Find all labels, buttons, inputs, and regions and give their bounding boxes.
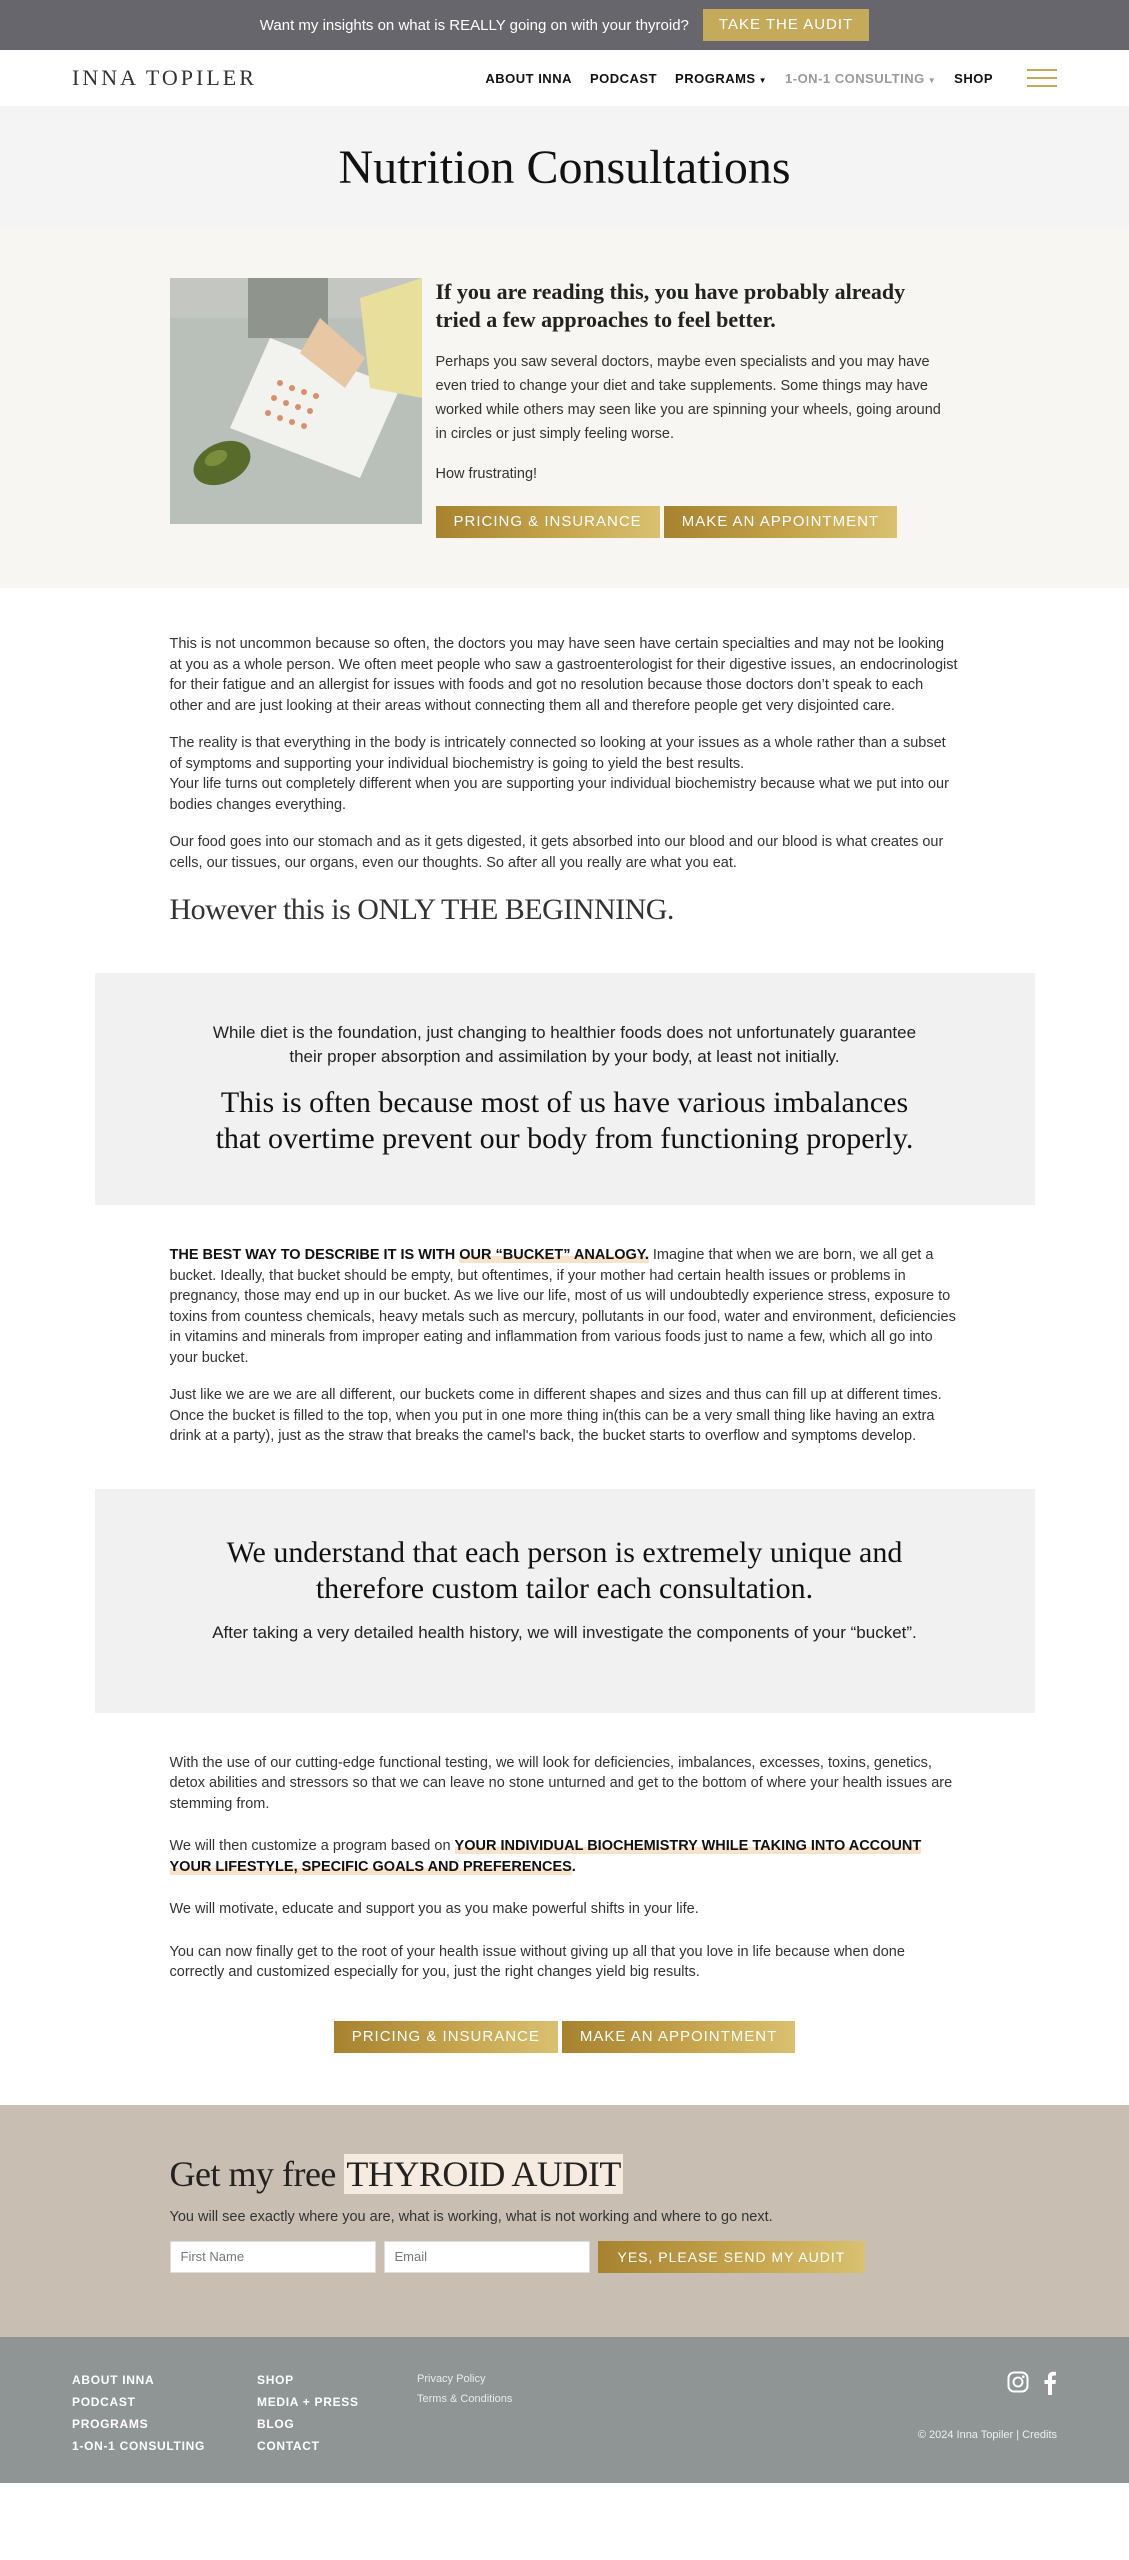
footer-contact[interactable]: CONTACT [257,2438,320,2453]
callout-heading: We understand that each person is extremely unique and therefore custom tailor each consultation. [226,1535,903,1605]
nav-programs[interactable] [675,71,767,86]
footer-media-press[interactable]: MEDIA + PRESS [257,2394,359,2409]
take-audit-button[interactable]: TAKE THE AUDIT [703,9,869,41]
paragraph: You can now finally get to the root of your health issue without giving up all that you love in life because when done correctly and customized especially for you, just the right changes yield big results. [169,1943,905,1980]
bucket-lead: THE BEST WAY TO DESCRIBE IT IS WITH [169,1247,460,1263]
instagram-icon[interactable] [1007,2371,1029,2400]
consultation-photo [170,278,422,524]
footer-programs[interactable]: PROGRAMS [72,2416,149,2431]
imbalance-callout [95,973,1035,1205]
footer-blog[interactable]: BLOG [257,2416,295,2431]
nav-consulting-label: 1-ON-1 CONSULTING [785,70,925,86]
social-links [1007,2371,1057,2400]
paragraph: Our food goes into our stomach and as it gets digested, it gets absorbed into our blood and our blood is what creates our cells, our tissues, our organs, even our thoughts. So after all you really are what you eat. [169,834,944,871]
callout-text: After taking a very detailed health history, we will investigate the components of your “bucket”. [212,1622,917,1642]
paragraph-line: Your life turns out completely different when you are supporting your individual biochemistry because what we put into our bodies changes everything. [169,776,949,813]
footer-podcast[interactable]: PODCAST [72,2394,136,2409]
privacy-policy-link[interactable]: Privacy Policy [417,2372,486,2385]
footer-consulting[interactable]: 1-ON-1 CONSULTING [72,2438,206,2453]
page-title-band [0,106,1129,228]
site-logo[interactable]: INNA TOPILER [72,65,257,90]
program-highlight: YOUR INDIVIDUAL BIOCHEMISTRY WHILE TAKING INTO ACCOUNT YOUR LIFESTYLE, SPECIFIC GOALS AND PREFERENCES [169,1838,922,1875]
pricing-insurance-button[interactable]: PRICING & INSURANCE [436,506,660,538]
audit-title [170,2153,960,2195]
bucket-analogy-section [170,1245,960,1447]
copyright: © 2024 Inna Topiler | Credits [917,2428,1057,2441]
callout-heading: This is often because most of us have various imbalances that overtime prevent our body from functioning properly. [215,1086,914,1155]
paragraph [170,733,960,815]
nav-shop[interactable]: SHOP [954,70,993,86]
banner-text: Want my insights on what is REALLY going on with your thyroid? [259,16,689,34]
paragraph [170,1245,960,1368]
terms-link[interactable]: Terms & Conditions [417,2392,513,2405]
audit-title-highlight: THYROID AUDIT [346,2153,621,2194]
callout-text: While diet is the foundation, just changing to healthier foods does not unfortunately guarantee their proper absorption and assimilation by your body, at least not initially. [212,1023,917,1066]
bucket-highlight: OUR “BUCKET” ANALOGY. [459,1247,649,1263]
top-banner [0,0,1129,50]
paragraph-line: The reality is that everything in the body is intricately connected so looking at your issues as a whole rather than a subset of symptoms and supporting your individual biochemistry is going to yield the best results. [169,735,946,772]
footer-shop[interactable]: SHOP [257,2372,294,2387]
facebook-icon[interactable] [1043,2371,1057,2400]
disjointed-care-section [170,588,960,927]
paragraph [170,1836,960,1877]
program-lead: We will then customize a program based on [169,1838,455,1854]
paragraph: Just like we are we are all different, our buckets come in different shapes and sizes and thus can fill up at different times. Once the bucket is filled to the top, when you put in one more thing in(this can be a very small thing like having an extra drink at a party), just as the straw that breaks the camel's back, the bucket starts to overflow and symptoms develop. [169,1387,942,1444]
chevron-down-icon: ▼ [927,75,937,85]
nav-programs-label: PROGRAMS [675,70,756,86]
footer-about[interactable]: ABOUT INNA [72,2372,155,2387]
audit-form [170,2241,960,2273]
audit-subtitle: You will see exactly where you are, what is working, what is not working and where to go next. [169,2208,773,2225]
section-heading: However this is ONLY THE BEGINNING. [169,893,674,926]
paragraph: This is not uncommon because so often, the doctors you may have seen have certain specialties and may not be looking at you as a whole person. We often meet people who saw a gastroenterologist for their digestive issues, an endocrinologist for their fatigue and an allergist for issues with foods and got no resolution because those doctors don’t speak to each other and are just looking at their areas without connecting them all and therefore people get very disjointed care. [169,636,958,714]
intro-section [0,228,1129,588]
paragraph: We will motivate, educate and support you as you make powerful shifts in your life. [169,1901,699,1917]
site-footer [0,2337,1129,2483]
email-input[interactable] [384,2241,590,2273]
send-audit-button[interactable]: YES, PLEASE SEND MY AUDIT [598,2241,866,2273]
main-nav [0,50,1129,106]
pricing-insurance-button[interactable]: PRICING & INSURANCE [334,2021,558,2053]
program-section [170,1753,960,2053]
intro-frustrating: How frustrating! [435,466,538,482]
make-appointment-button[interactable]: MAKE AN APPOINTMENT [664,506,897,538]
menu-icon[interactable] [1027,69,1057,87]
nav-about[interactable]: ABOUT INNA [485,70,572,86]
program-end: . [571,1858,576,1875]
thyroid-audit-signup [0,2105,1129,2337]
nav-links [485,71,993,86]
paragraph: With the use of our cutting-edge functional testing, we will look for deficiencies, imbalances, excesses, toxins, genetics, detox abilities and stressors so that we can leave no stone unturned and get to the bottom of where your health issues are stemming from. [169,1754,953,1812]
intro-paragraph: Perhaps you saw several doctors, maybe even specialists and you may have even tried to change your diet and take supplements. Some things may have worked while others may seen like you are spinning your wheels, going around in circles or just simply feeling worse. [435,354,941,442]
nav-podcast[interactable]: PODCAST [589,70,658,86]
bucket-text: Imagine that when we are born, we all get a bucket. Ideally, that bucket should be empty, but oftentimes, if your mother had certain health issues or problems in pregnancy, those may end up in our bucket. As we live our life, most of us will undoubtedly experience stress, exposure to toxins from countess chemicals, heavy metals such as mercury, pollutants in our food, water and environment, deficiencies in vitamins and minerals from improper eating and inflammation from various foods just to name a few, which all go into your bucket. [169,1247,956,1366]
first-name-input[interactable] [170,2241,376,2273]
page-title: Nutrition Consultations [338,140,791,194]
nav-consulting[interactable] [785,71,936,86]
intro-heading: If you are reading this, you have probably already tried a few approaches to feel better. [435,279,906,332]
make-appointment-button[interactable]: MAKE AN APPOINTMENT [562,2021,795,2053]
audit-title-lead: Get my free [169,2153,345,2194]
chevron-down-icon: ▼ [758,75,768,85]
custom-tailor-callout [95,1489,1035,1713]
